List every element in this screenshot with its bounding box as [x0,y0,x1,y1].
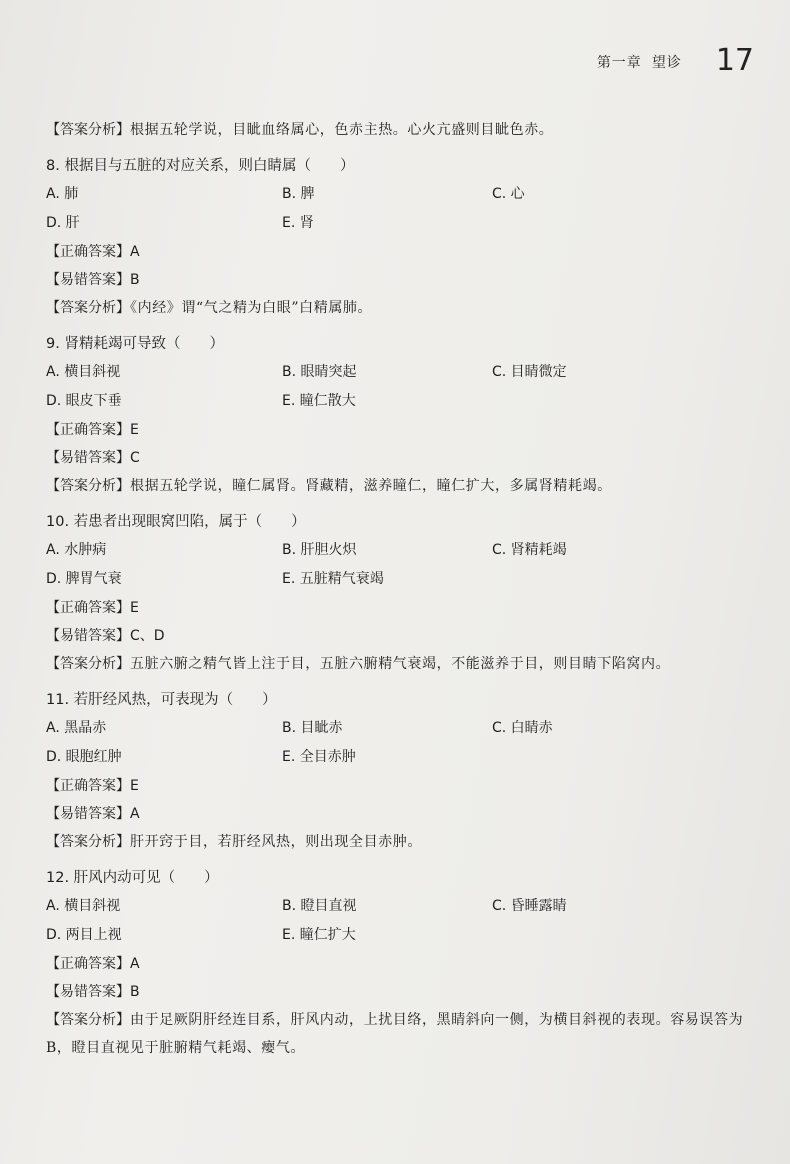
option-b: B. 目眦赤 [282,720,343,736]
question-stem: 8. 根据目与五脏的对应关系，则白睛属（ ） [46,158,355,174]
options-grid [46,892,752,950]
option-a: A. 水肿病 [46,542,107,558]
wrong-answer: 【易错答案】B [46,272,140,288]
correct-answer: 【正确答案】E [46,778,139,794]
option-e: E. 五脏精气衰竭 [282,571,384,587]
analysis-label: 【答案分析】 [46,478,130,494]
analysis-label: 【答案分析】 [46,122,130,138]
analysis-text: 五脏六腑之精气皆上注于目，五脏六腑精气衰竭，不能滋养于目，则目睛下陷窝内。 [130,656,671,672]
option-d: D. 脾胃气衰 [46,571,122,587]
option-c: C. 目睛微定 [492,364,567,380]
question-9 [46,330,752,500]
question-12 [46,864,752,1062]
options-grid [46,180,752,238]
option-b: B. 瞪目直视 [282,898,357,914]
chapter-heading [597,52,692,72]
question-stem: 9. 肾精耗竭可导致（ ） [46,336,224,352]
option-e: E. 瞳仁散大 [282,393,356,409]
option-c: C. 心 [492,186,525,202]
option-a: A. 肺 [46,186,79,202]
analysis-text: 根据五轮学说，瞳仁属肾。肾藏精，滋养瞳仁，瞳仁扩大，多属肾精耗竭。 [130,478,612,494]
answer-analysis [46,650,752,678]
analysis-text: 《内经》谓“气之精为白眼”白精属肺。 [130,300,373,316]
option-a: A. 横目斜视 [46,898,121,914]
option-d: D. 眼胞红肿 [46,749,122,765]
option-d: D. 两目上视 [46,927,122,943]
option-c: C. 白睛赤 [492,720,553,736]
option-d: D. 眼皮下垂 [46,393,122,409]
analysis-text: 由于足厥阴肝经连目系，肝风内动，上扰目络，黑睛斜向一侧，为横目斜视的表现。容易误答为B，瞪目直视见于脏腑精气耗竭、瘿气。 [46,1012,744,1056]
option-a: A. 横目斜视 [46,364,121,380]
question-11 [46,686,752,856]
answer-analysis [46,828,752,856]
option-b: B. 眼睛突起 [282,364,357,380]
correct-answer: 【正确答案】E [46,600,139,616]
question-10 [46,508,752,678]
answer-analysis [46,1006,752,1062]
analysis-label: 【答案分析】 [46,656,130,672]
correct-answer: 【正确答案】A [46,244,140,260]
chapter-title: 望诊 [651,55,682,71]
answer-analysis [46,472,752,500]
analysis-text: 根据五轮学说，目眦血络属心，色赤主热。心火亢盛则目眦色赤。 [130,122,554,138]
options-grid [46,714,752,772]
wrong-answer: 【易错答案】C [46,450,140,466]
chapter-number: 第一章 [596,55,642,71]
analysis-text: 肝开窍于目，若肝经风热，则出现全目赤肿。 [130,834,422,850]
option-a: A. 黑晶赤 [46,720,107,736]
option-e: E. 瞳仁扩大 [282,927,356,943]
page-number: 17 [715,43,754,78]
intro-analysis [46,116,752,144]
question-stem: 12. 肝风内动可见（ ） [46,870,219,886]
option-e: E. 全目赤肿 [282,749,356,765]
wrong-answer: 【易错答案】A [46,806,140,822]
question-stem: 11. 若肝经风热，可表现为（ ） [46,692,277,708]
option-c: C. 昏睡露睛 [492,898,567,914]
analysis-label: 【答案分析】 [46,300,130,316]
option-b: B. 脾 [282,186,315,202]
wrong-answer: 【易错答案】C、D [46,628,165,644]
page-header [597,38,754,78]
correct-answer: 【正确答案】E [46,422,139,438]
option-b: B. 肝胆火炽 [282,542,357,558]
question-stem: 10. 若患者出现眼窝凹陷，属于（ ） [46,514,306,530]
page-content [46,116,752,1062]
option-c: C. 肾精耗竭 [492,542,567,558]
correct-answer: 【正确答案】A [46,956,140,972]
analysis-label: 【答案分析】 [46,834,130,850]
options-grid [46,358,752,416]
analysis-label: 【答案分析】 [46,1012,130,1028]
option-d: D. 肝 [46,215,80,231]
wrong-answer: 【易错答案】B [46,984,140,1000]
option-e: E. 肾 [282,215,314,231]
answer-analysis [46,294,752,322]
question-8 [46,152,752,322]
options-grid [46,536,752,594]
